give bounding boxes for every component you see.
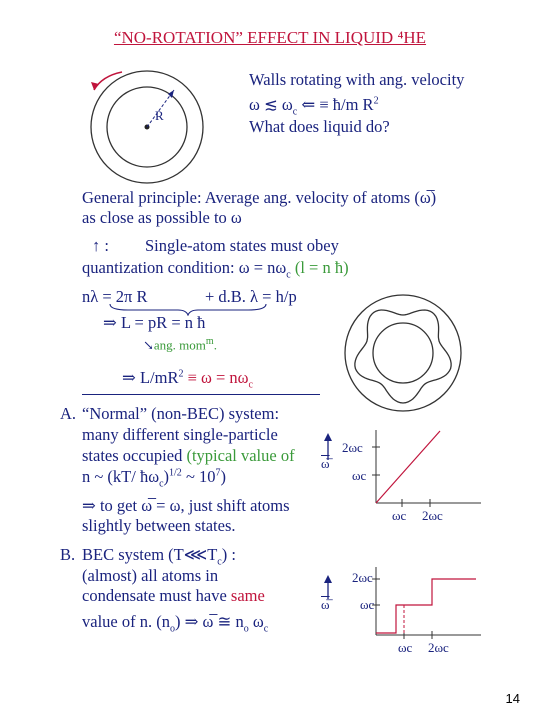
derivation-line-2: ⇒ L = pR = n ħ [103,313,206,332]
intro-line-1: Walls rotating with ang. velocity [249,70,465,89]
principle-line-2: as close as possible to ω [82,208,242,227]
section-b-line-2: (almost) all atoms in [82,566,219,585]
derivation-line-1b: + d.B. λ = h/p [205,287,297,306]
page-title: “NO-ROTATION” EFFECT IN LIQUID ⁴HE [113,28,427,47]
intro-line-2: ω ≲ $\omega_c$ ⇐ ≡ ħ/m $R^2$ [249,95,379,118]
graph-b-y-axis: ω̅ [321,597,330,612]
arrow-up-icon: ↑ : [92,236,109,255]
graph-b-ytick-2: 2ωc [352,570,373,585]
section-a-line-1: “Normal” (non-BEC) system: [82,404,280,423]
section-a-line-2: many different single-particle [82,425,278,444]
quantized-ring-diagram [338,288,468,418]
graph-b-xtick-1: ωc [398,640,413,655]
section-a-line-5: ⇒ to get ω̅ = ω, just shift atoms [82,496,290,515]
page-number: 14 [505,691,520,706]
quantization-condition: quantization condition: $\omega = n\omega_c$ (l = n ħ) [82,258,349,281]
section-a-letter: A. [60,404,77,423]
section-b-line-3: condensate must have same [82,586,265,605]
section-a-line-6: slightly between states. [82,516,236,535]
graph-a-xtick-2: 2ωc [422,508,443,523]
graph-a-xtick-1: ωc [392,508,407,523]
derivation-line-1a: nλ = 2π R [82,287,148,306]
principle-line-1: General principle: Average ang. velocity of atoms (ω̅) [82,188,437,207]
intro-line-3: What does liquid do? [249,117,390,136]
rotating-ring-diagram [82,62,212,192]
graph-b-xtick-2: 2ωc [428,640,449,655]
radius-label: R [155,108,164,123]
graph-a-ytick-1: ωc [352,468,367,483]
section-b-letter: B. [60,545,76,564]
bec-system-graph [316,565,486,650]
section-a-line-4: n ~ (kT/ $ħ\omega_c)^{1/2}$ ~ $10^7$) [82,467,226,490]
derivation-line-4: ⇒ $L/mR^2 \equiv \omega = n\omega_c$ [122,368,253,391]
section-a-line-3: states occupied (typical value of [82,446,295,465]
graph-a-ytick-2: 2ωc [342,440,363,455]
graph-b-ytick-1: ωc [360,597,375,612]
section-b-line-4: value of n. $(n_o)$ ⇒ ω̅ ≅ $n_o$ $\omega_c$ [82,612,269,635]
principle-line-3: Single-atom states must obey [145,236,339,255]
section-b-line-1: BEC system $(T⋘T_c)$ : [82,545,236,568]
graph-a-y-axis: ω̅ [321,456,330,471]
ang-mom-note: ↘ang. mom$^m$. [143,336,217,353]
section-divider [82,394,320,395]
